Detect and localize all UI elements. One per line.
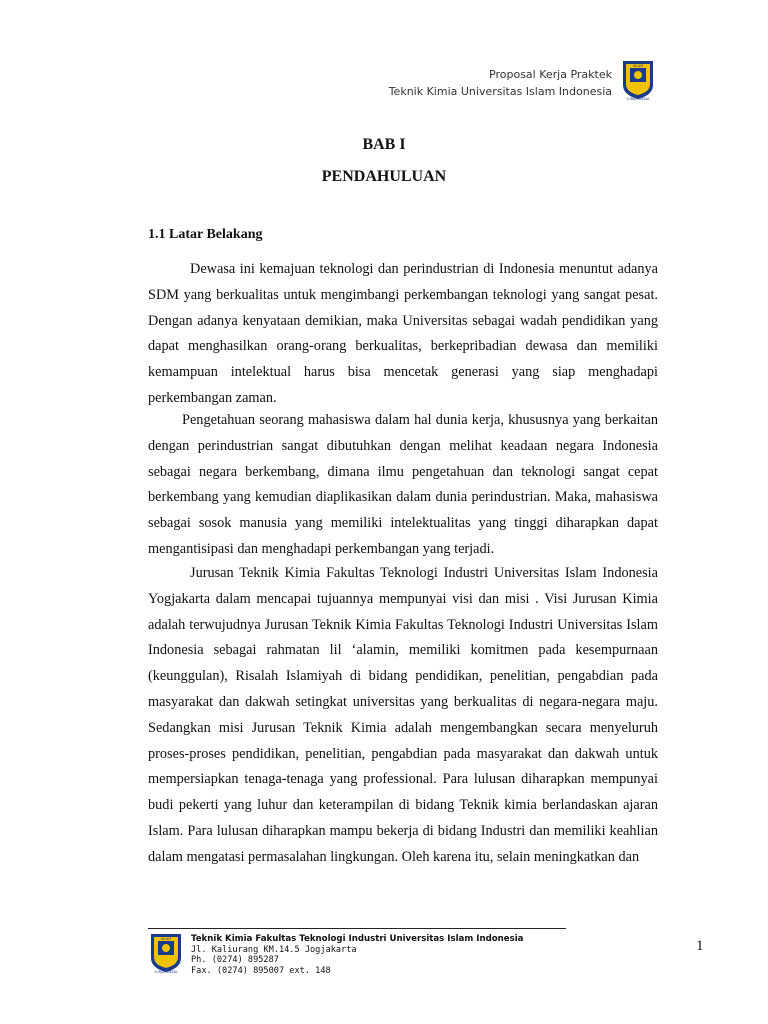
paragraph-3: Jurusan Teknik Kimia Fakultas Teknologi Industri Universitas Islam Indonesia Yogjakarta dalam mencapai tujuannya mempunyai visi dan misi . Visi Jurusan Kimia adalah terwujudnya Jurusan Teknik Kimia Fakultas Teknologi Industri Universitas Islam Indonesia sebagai rahmatan lil ‘alamin, memiliki komitmen pada kesempurnaan (keunggulan), Risalah Islamiyah di bidang pendidikan, penelitian, pengabdian pada masyarakat dan dakwah setingkat universitas yang berkualitas di negara-negara maju. Sedangkan misi Jurusan Teknik Kimia adalah mengembangkan secara menyeluruh proses-proses pendidikan, penelitian, pengabdian pada masyarakat dan dakwah untuk mempersiapkan tenaga-tenaga yang professional. Para lulusan diharapkan mempunyai budi pekerti yang luhur dan keterampilan di bidang Teknik kimia berlandaskan ajaran Islam. Para lulusan diharapkan mampu bekerja di bidang Industri dan memiliki keahlian dalam mengatasi permasalahan lingkungan. Oleh karena itu, selain meningkatkan dan	[148, 565, 658, 865]
logo-bottom-text: S.INDONESIA	[626, 97, 650, 101]
chapter-title: BAB I	[362, 136, 406, 153]
chapter-name: PENDAHULUAN	[321, 168, 447, 185]
paragraph-1: Dewasa ini kemajuan teknologi dan perindustrian di Indonesia menuntut adanya SDM yang berkualitas untuk mengimbangi perkembangan teknologi yang sangat pesat. Dengan adanya kenyataan demikian, maka Universitas sebagai wadah pendidikan yang dapat menghasilkan orang-orang berkualitas, berkepribadian dewasa dan memiliki kemampuan intelektual harus bisa mencetak generasi yang siap menghadapi perkembangan zaman.	[148, 261, 658, 406]
header-line-1: Proposal Kerja Praktek	[489, 68, 612, 81]
page-header	[389, 66, 612, 100]
section-heading: 1.1 Latar Belakang	[148, 227, 263, 242]
footer-org: Teknik Kimia Fakultas Teknologi Industri Universitas Islam Indonesia	[191, 934, 524, 944]
footer-logo-bottom-text: S.INDONESIA	[154, 970, 178, 974]
footer-logo-top-text: ISLAM	[160, 937, 172, 941]
footer-phone: Ph. (0274) 895287	[191, 955, 279, 965]
footer-divider	[148, 928, 566, 929]
footer-address: Jl. Kaliurang KM.14.5 Jogjakarta	[191, 944, 357, 955]
uii-logo-icon	[620, 59, 656, 101]
page-footer	[191, 934, 523, 976]
footer-fax: Fax. (0274) 895007 ext. 148	[191, 965, 331, 976]
footer-logo-icon	[148, 932, 184, 974]
logo-top-text: ISLAM	[632, 64, 644, 68]
header-line-2: Teknik Kimia Universitas Islam Indonesia	[388, 85, 612, 98]
page-number: 1	[696, 938, 704, 954]
paragraph-2: Pengetahuan seorang mahasiswa dalam hal dunia kerja, khususnya yang berkaitan dengan perindustrian sangat dibutuhkan dengan melihat keadaan negara Indonesia sebagai negara berkembang, dimana ilmu pengetahuan dan teknologi sangat cepat berkembang yang kemudian diaplikasikan dalam dunia perindustrian. Maka, mahasiswa sebagai sosok manusia yang memiliki intelektualitas yang tinggi diharapkan dapat mengantisipasi dan menghadapi perkembangan yang terjadi.	[148, 412, 658, 557]
